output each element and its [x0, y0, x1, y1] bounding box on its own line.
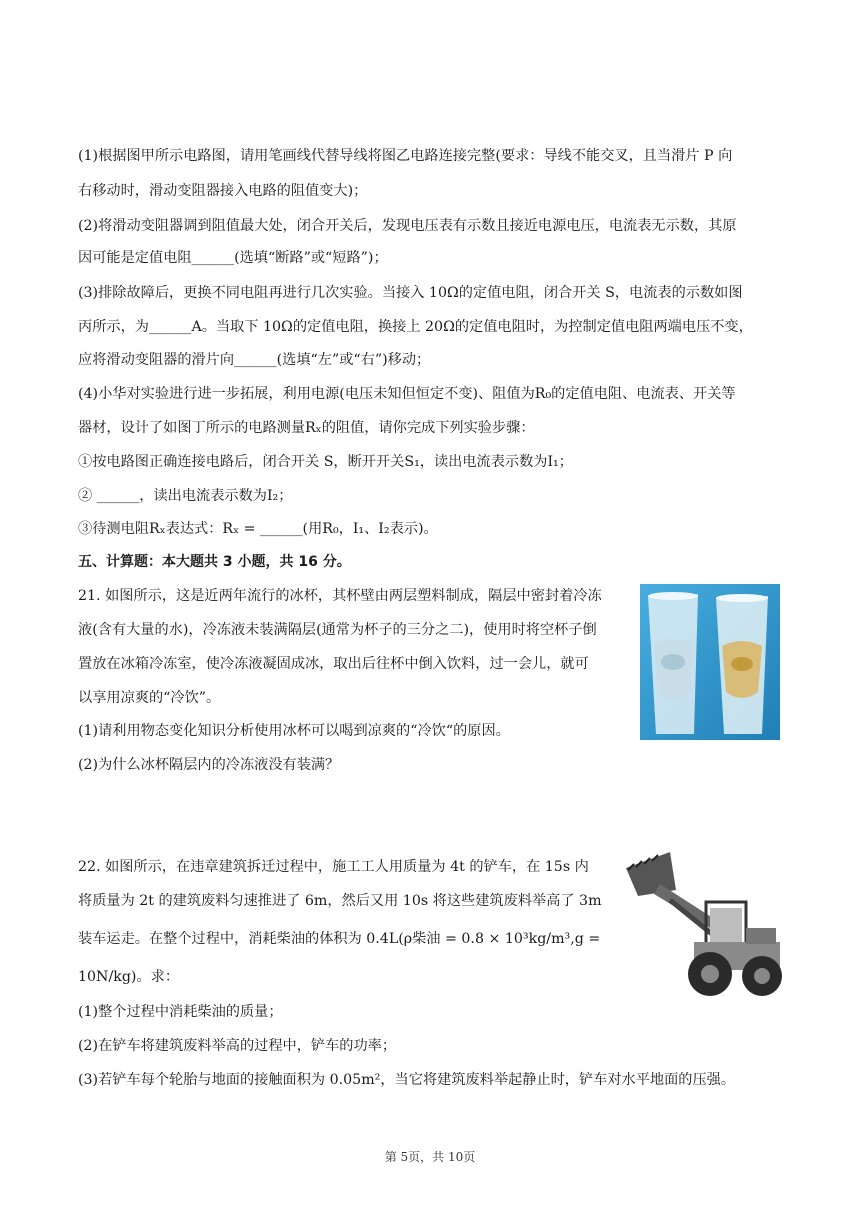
q20-line-9: 器材，设计了如图丁所示的电路测量Rₓ的阻值，请你完成下列实验步骤：: [78, 420, 535, 436]
q20-line-2: 右移动时，滑动变阻器接入电路的阻值变大)；: [78, 183, 368, 199]
q21-line-4: 以享用凉爽的“冷饮”。: [78, 690, 221, 706]
q20-line-5: (3)排除故障后，更换不同电阻再进行几次实验。当接入 10Ω的定值电阻，闭合开关 S，电流表的示数如图: [78, 285, 743, 301]
q20-line-11: ② ______，读出电流表示数为I₂；: [78, 488, 293, 504]
q20-line-4: 因可能是定值电阻______(选填“断路”或“短路”)；: [78, 250, 388, 266]
ice-cup-image: [640, 584, 780, 740]
q21-line-1: 21. 如图所示，这是近两年流行的冰杯，其杯壁由两层塑料制成，隔层中密封着冷冻: [78, 588, 602, 604]
page-footer: 第 5页，共 10页: [384, 1150, 476, 1164]
q22-line-3: 装车运走。在整个过程中，消耗柴油的体积为 0.4L(ρ柴油 = 0.8 × 10³kg/m³,g =: [78, 931, 601, 947]
q22-line-5: (1)整个过程中消耗柴油的质量；: [78, 1004, 283, 1020]
q20-line-10: ①按电路图正确连接电路后，闭合开关 S，断开开关S₁，读出电流表示数为I₁；: [78, 454, 573, 470]
q22-line-2: 将质量为 2t 的建筑废料匀速推进了 6m，然后又用 10s 将这些建筑废料举高了 3m: [78, 893, 602, 909]
q20-line-12: ③待测电阻Rₓ表达式：Rₓ = ______(用R₀，I₁、I₂表示)。: [78, 521, 438, 537]
q20-line-6: 丙所示，为______A。当取下 10Ω的定值电阻，换接上 20Ω的定值电阻时，为控制定值电阻两端电压不变，: [78, 319, 753, 335]
section-heading: 五、计算题：本大题共 3 小题，共 16 分。: [78, 554, 351, 570]
q22-line-7: (3)若铲车每个轮胎与地面的接触面积为 0.05m²，当它将建筑废料举起静止时，铲车对水平地面的压强。: [78, 1072, 736, 1088]
loader-image: [620, 850, 784, 1000]
q20-line-8: (4)小华对实验进行进一步拓展，利用电源(电压未知但恒定不变)、阻值为R₀的定值电阻、电流表、开关等: [78, 386, 736, 402]
q21-line-5: (1)请利用物态变化知识分析使用冰杯可以喝到凉爽的“冷饮“的原因。: [78, 723, 510, 739]
q21-line-3: 置放在冰箱冷冻室，使冷冻液凝固成冰，取出后往杯中倒入饮料，过一会儿，就可: [78, 656, 589, 672]
q20-line-1: (1)根据图甲所示电路图，请用笔画线代替导线将图乙电路连接完整(要求：导线不能交叉，且当滑片 P 向: [78, 148, 733, 164]
q20-line-3: (2)将滑动变阻器调到阻值最大处，闭合开关后，发现电压表有示数且接近电源电压，电流表无示数，其原: [78, 218, 737, 234]
q21-line-6: (2)为什么冰杯隔层内的冷冻液没有装满？: [78, 757, 340, 773]
q22-line-6: (2)在铲车将建筑废料举高的过程中，铲车的功率；: [78, 1038, 397, 1054]
q20-line-7: 应将滑动变阻器的滑片向______(选填“左”或“右”)移动；: [78, 352, 431, 368]
q21-line-2: 液(含有大量的水)，冷冻液未装满隔层(通常为杯子的三分之二)，使用时将空杯子倒: [78, 622, 597, 638]
q22-line-4: 10N/kg)。求：: [78, 969, 180, 985]
q22-line-1: 22. 如图所示，在违章建筑拆迁过程中，施工工人用质量为 4t 的铲车，在 15s 内: [78, 859, 589, 875]
